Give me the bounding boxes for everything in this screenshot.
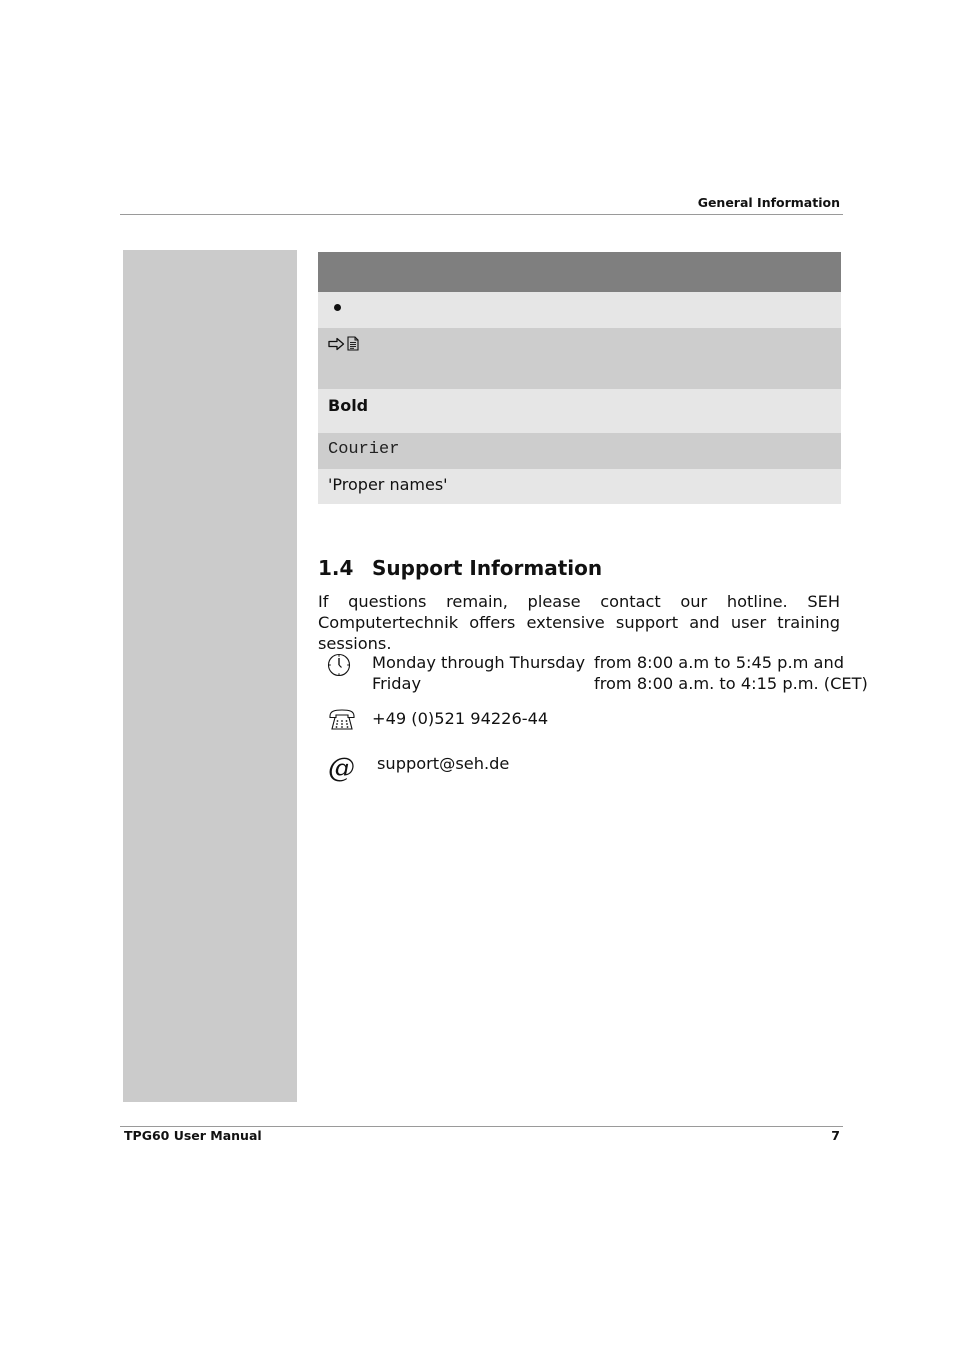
- footer-rule: [120, 1126, 843, 1127]
- intro-paragraph: If questions remain, please contact our hotline. SEH Computertechnik offers extensive support and user training sessions.: [318, 592, 840, 653]
- running-header-title: General Information: [697, 195, 840, 210]
- table-row-bold: [318, 389, 841, 433]
- courier-example-text: Courier: [328, 440, 400, 459]
- bold-example-text: Bold: [328, 396, 369, 415]
- telephone-icon: [327, 708, 357, 732]
- header-rule: [120, 214, 843, 215]
- proper-names-example-text: 'Proper names': [328, 475, 448, 494]
- hours-times-friday: from 8:00 a.m. to 4:15 p.m. (CET): [594, 674, 868, 693]
- hours-times: [594, 652, 868, 694]
- email-address: support@seh.de: [377, 754, 510, 773]
- hours-days: [372, 652, 585, 694]
- footer-manual-title: TPG60 User Manual: [124, 1128, 262, 1143]
- footer-page-number: 7: [831, 1128, 840, 1143]
- svg-text:@: @: [328, 754, 355, 782]
- section-number: 1.4: [318, 556, 354, 580]
- at-sign-icon: [328, 754, 356, 782]
- table-row-proper-names: [318, 469, 841, 504]
- margin-column: [123, 250, 297, 1102]
- hours-days-weekdays: Monday through Thursday: [372, 653, 586, 672]
- table-row-courier: [318, 433, 841, 469]
- phone-number: +49 (0)521 94226-44: [372, 709, 549, 728]
- section-title: Support Information: [372, 556, 603, 580]
- hours-days-friday: Friday: [372, 674, 422, 693]
- document-icon: [347, 336, 359, 351]
- table-header-row: [318, 252, 841, 292]
- conventions-table: [318, 252, 841, 504]
- clock-icon: [327, 653, 351, 677]
- bullet-icon: [334, 304, 341, 311]
- hours-times-weekdays: from 8:00 a.m to 5:45 p.m and: [594, 653, 844, 672]
- table-row-action: [318, 328, 841, 389]
- arrow-right-icon: [328, 337, 345, 351]
- table-row-bullet: [318, 292, 841, 328]
